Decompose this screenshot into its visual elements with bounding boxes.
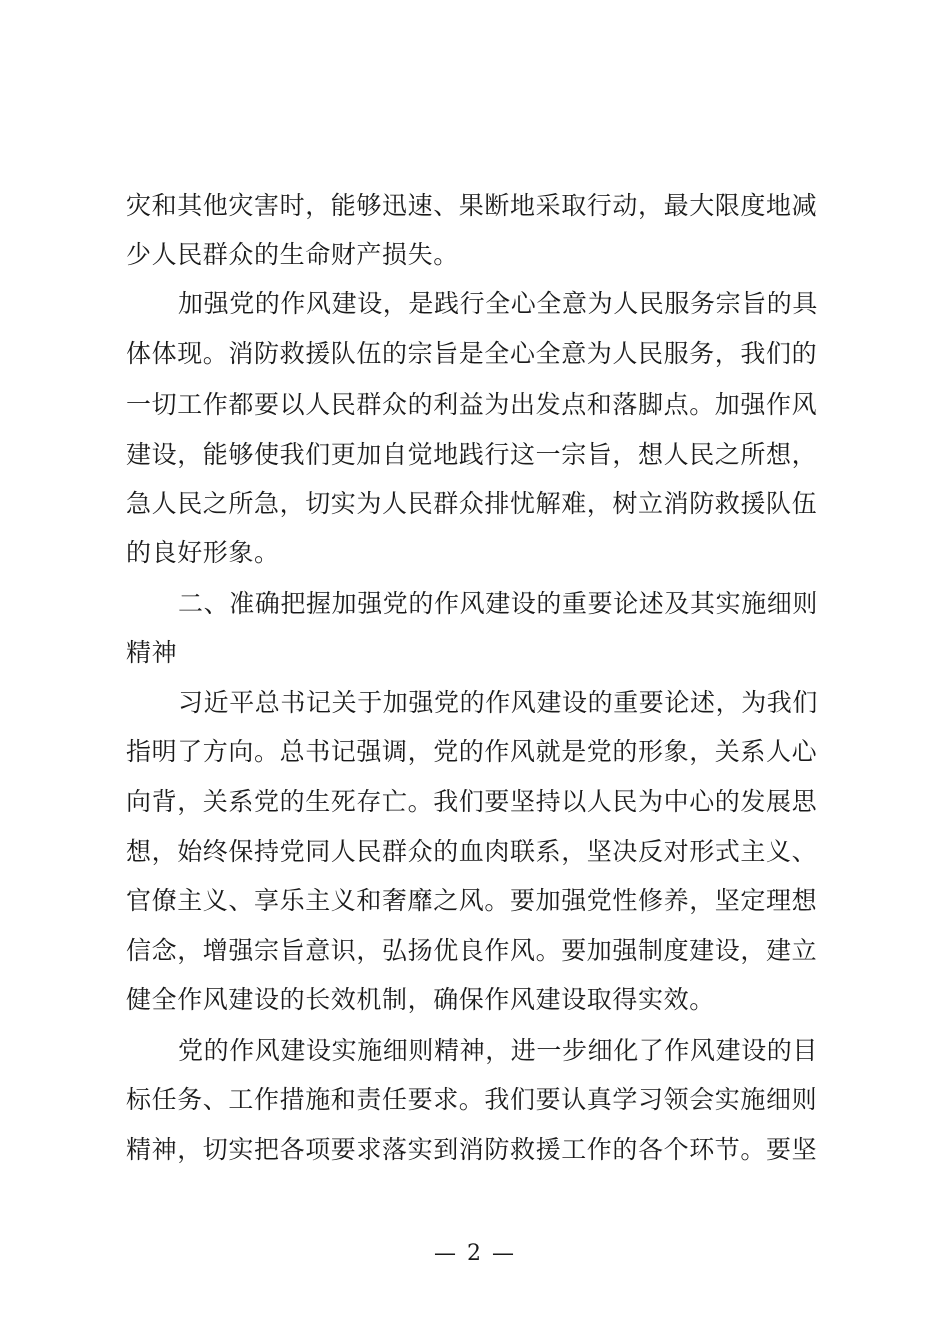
text-line: 习近平总书记关于加强党的作风建设的重要论述，为我们 (178, 688, 819, 717)
text-line: 健全作风建设的长效机制，确保作风建设取得实效。 (126, 985, 715, 1014)
text-line: 体体现。消防救援队伍的宗旨是全心全意为人民服务，我们的 (126, 339, 818, 368)
text-line: 党的作风建设实施细则精神，进一步细化了作风建设的目 (178, 1036, 819, 1065)
text-line: 加强党的作风建设，是践行全心全意为人民服务宗旨的具 (178, 289, 819, 318)
text-line: 官僚主义、享乐主义和奢靡之风。要加强党性修养，坚定理想 (126, 886, 818, 915)
text-line: 精神，切实把各项要求落实到消防救援工作的各个环节。要坚 (126, 1135, 818, 1164)
text-line: 急人民之所急，切实为人民群众排忧解难，树立消防救援队伍 (126, 489, 818, 518)
text-line: 向背，关系党的生死存亡。我们要坚持以人民为中心的发展思 (126, 787, 818, 816)
page-number: — 2 — (434, 1241, 516, 1266)
text-line: 想，始终保持党同人民群众的血肉联系，坚决反对形式主义、 (126, 837, 818, 866)
section-heading: 二、准确把握加强党的作风建设的重要论述及其实施细则 (178, 589, 819, 618)
section-heading: 精神 (126, 638, 178, 667)
text-line: 灾和其他灾害时，能够迅速、果断地采取行动，最大限度地减 (126, 191, 818, 220)
text-line: 的良好形象。 (126, 538, 280, 567)
text-line: 信念，增强宗旨意识，弘扬优良作风。要加强制度建设，建立 (126, 936, 818, 965)
text-line: 建设，能够使我们更加自觉地践行这一宗旨，想人民之所想， (126, 440, 818, 469)
text-line: 标任务、工作措施和责任要求。我们要认真学习领会实施细则 (126, 1085, 818, 1114)
text-line: 指明了方向。总书记强调，党的作风就是党的形象，关系人心 (126, 737, 818, 766)
text-line: 一切工作都要以人民群众的利益为出发点和落脚点。加强作风 (126, 390, 818, 419)
text-line: 少人民群众的生命财产损失。 (126, 240, 459, 269)
